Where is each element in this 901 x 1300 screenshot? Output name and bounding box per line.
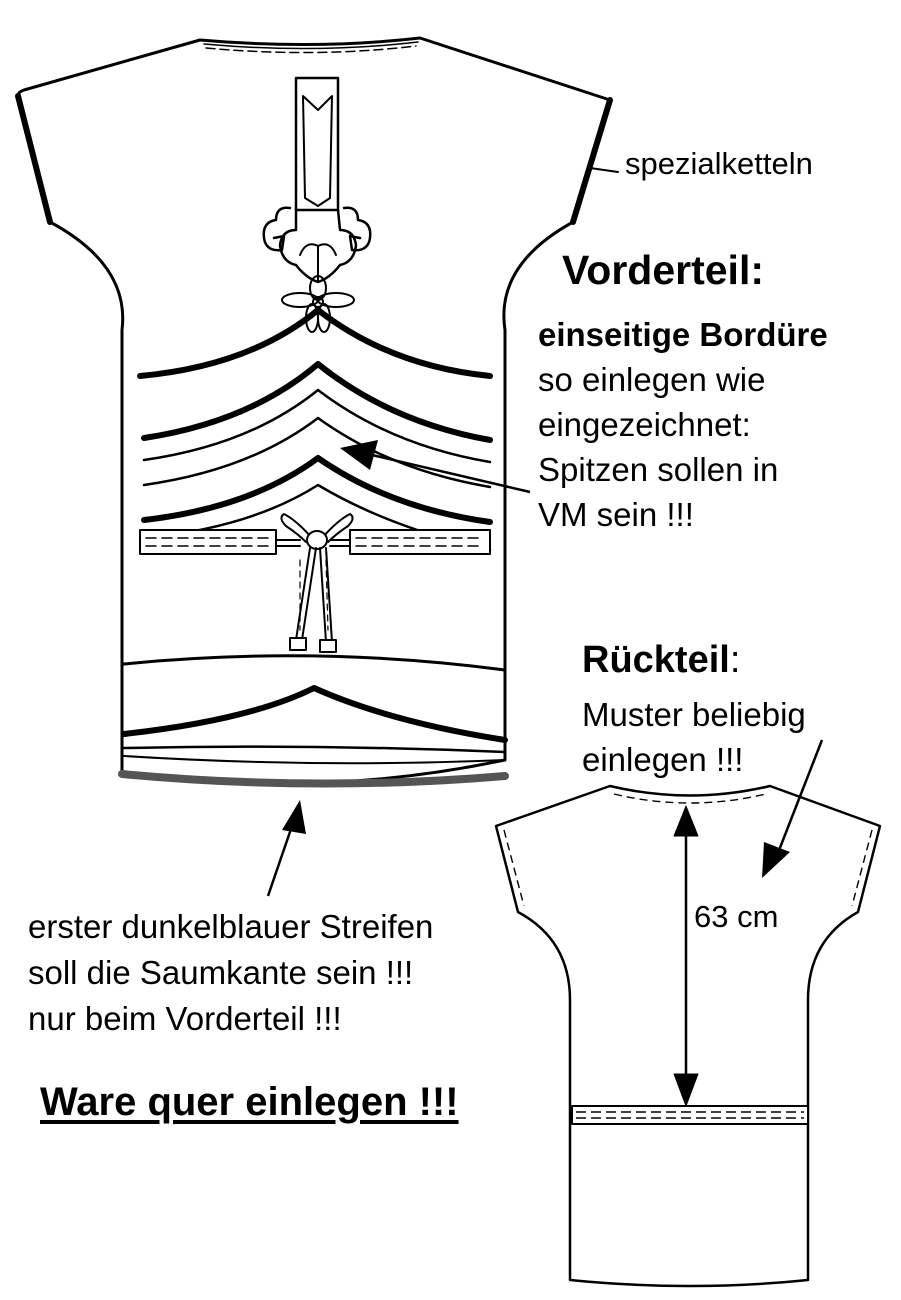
vorderteil-line-2: so einlegen wie: [538, 361, 766, 398]
back-waistband: [572, 1106, 808, 1124]
measurement-arrow-bottom: [674, 1074, 698, 1106]
stripe-10: [124, 756, 505, 763]
vorderteil-title: Vorderteil:: [562, 247, 764, 293]
vorderteil-note: [538, 312, 828, 537]
hem-pointer: [268, 800, 306, 896]
center-ornament: [264, 78, 371, 332]
vorderteil-line-1: einseitige Bordüre: [538, 316, 828, 353]
rueckteil-colon: :: [729, 639, 741, 681]
back-garment: [496, 786, 880, 1286]
front-bow: [281, 514, 352, 652]
stripe-8: [124, 688, 505, 740]
stripe-7: [124, 656, 505, 670]
stripe-9: [124, 747, 505, 752]
front-outline: [18, 38, 610, 784]
hem-note: [28, 904, 433, 1042]
hem-line-2: soll die Saumkante sein !!!: [28, 954, 414, 991]
front-garment: [18, 38, 618, 784]
stripe-5: [144, 458, 490, 522]
front-stripes: [140, 310, 490, 550]
spezialketteln-pointer: [590, 168, 618, 172]
hem-line-1: erster dunkelblauer Streifen: [28, 908, 434, 945]
measurement-label: 63 cm: [694, 899, 779, 934]
rueckteil-note: [582, 692, 806, 782]
rueckteil-title: Rückteil: [582, 639, 730, 681]
rueckteil-line-2: einlegen !!!: [582, 741, 744, 778]
stripe-2: [144, 364, 490, 440]
back-outline: [496, 786, 880, 1286]
rueckteil-line-1: Muster beliebig: [582, 696, 806, 733]
rueckteil-heading: [582, 640, 740, 682]
hem-line-3: nur beim Vorderteil !!!: [28, 1000, 342, 1037]
vorderteil-line-3: eingezeichnet:: [538, 406, 751, 443]
right-shoulder-edge: [573, 100, 610, 222]
vorderteil-line-5: VM sein !!!: [538, 496, 694, 533]
ware-quer-label: Ware quer einlegen !!!: [40, 1080, 459, 1124]
spezialketteln-label: spezialketteln: [625, 146, 813, 181]
left-shoulder-edge: [18, 96, 50, 222]
hem-stripe: [122, 774, 505, 784]
vorderteil-line-4: Spitzen sollen in: [538, 451, 779, 488]
measurement-arrow-top: [674, 806, 698, 836]
